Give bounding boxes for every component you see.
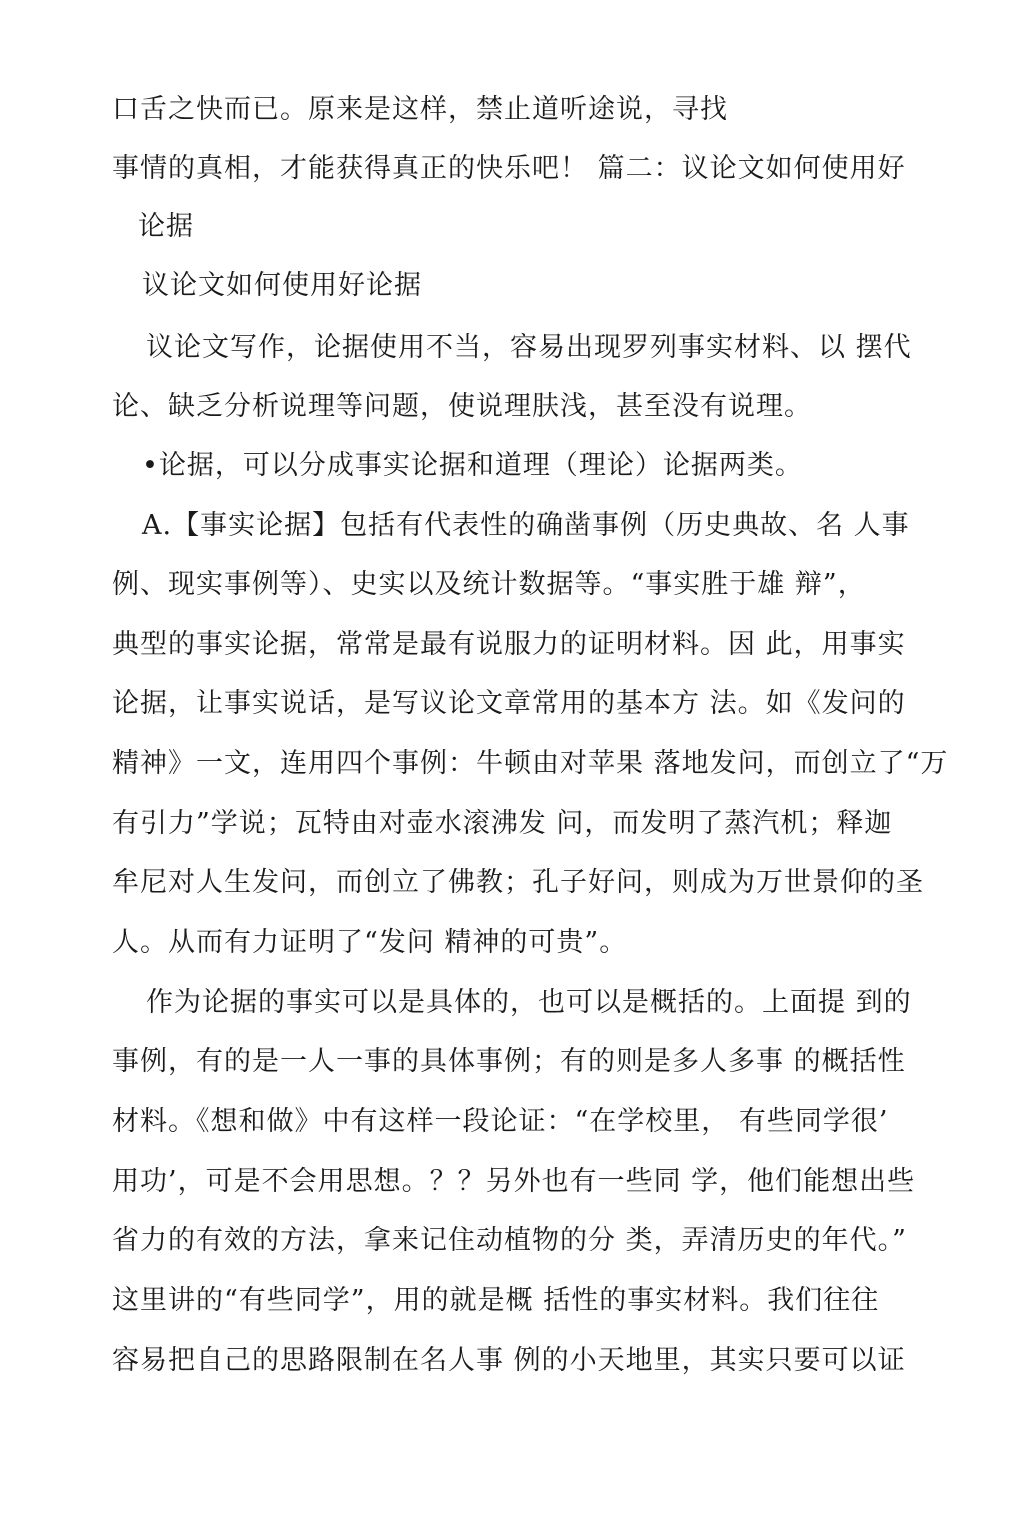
section-title: 议论文如何使用好论据 bbox=[142, 270, 422, 301]
text-line-21: 这里讲的“有些同学”，用的就是概 括性的事实材料。我们往往 bbox=[112, 1285, 880, 1316]
text-line-11: 论据，让事实说话，是写议论文章常用的基本方 法。如《发问的 bbox=[112, 688, 906, 719]
text-line-14: 牟尼对人生发问，而创立了佛教；孔子好问，则成为万世景仰的圣 bbox=[112, 867, 924, 898]
text-line-10: 典型的事实论据，常常是最有说服力的证明材料。因 此，用事实 bbox=[112, 629, 906, 660]
text-line-2: 事情的真相，才能获得真正的快乐吧！ 篇二：议论文如何使用好 bbox=[112, 153, 906, 184]
text-line-13: 有引力”学说；瓦特由对壶水滚沸发 问，而发明了蒸汽机；释迦 bbox=[112, 808, 893, 839]
text-line-17: 事例，有的是一人一事的具体事例；有的则是多人多事 的概括性 bbox=[112, 1046, 906, 1077]
text-line-9: 例、现实事例等）、史实以及统计数据等。“事实胜于雄 辩”， bbox=[112, 569, 866, 600]
text-line-5: 议论文写作，论据使用不当，容易出现罗列事实材料、以 摆代 bbox=[146, 332, 912, 363]
text-line-8: A.【事实论据】包括有代表性的确凿事例（历史典故、名 人事 bbox=[142, 510, 910, 541]
text-line-12: 精神》一文，连用四个事例：牛顿由对苹果 落地发问，而创立了“万 bbox=[112, 748, 949, 779]
text-line-18: 材料。《想和做》中有这样一段论证：“在学校里， 有些同学很’ bbox=[112, 1106, 889, 1137]
text-line-6: 论、缺乏分析说理等问题，使说理肤浅，甚至没有说理。 bbox=[112, 391, 812, 422]
text-line-15: 人。从而有力证明了“发问 精神的可贵”。 bbox=[112, 927, 628, 958]
text-line-1: 口舌之快而已。原来是这样，禁止道听途说，寻找 bbox=[112, 94, 728, 125]
text-line-3: 论据 bbox=[138, 211, 194, 242]
text-line-16: 作为论据的事实可以是具体的，也可以是概括的。上面提 到的 bbox=[146, 987, 912, 1018]
text-line-19: 用功’，可是不会用思想。？？另外也有一些同 学，他们能想出些 bbox=[112, 1166, 916, 1197]
text-line-7: •论据，可以分成事实论据和道理（理论）论据两类。 bbox=[142, 450, 803, 481]
text-line-20: 省力的有效的方法，拿来记住动植物的分 类，弄清历史的年代。” bbox=[112, 1225, 907, 1256]
text-line-22: 容易把自己的思路限制在名人事 例的小天地里，其实只要可以证 bbox=[112, 1345, 906, 1376]
